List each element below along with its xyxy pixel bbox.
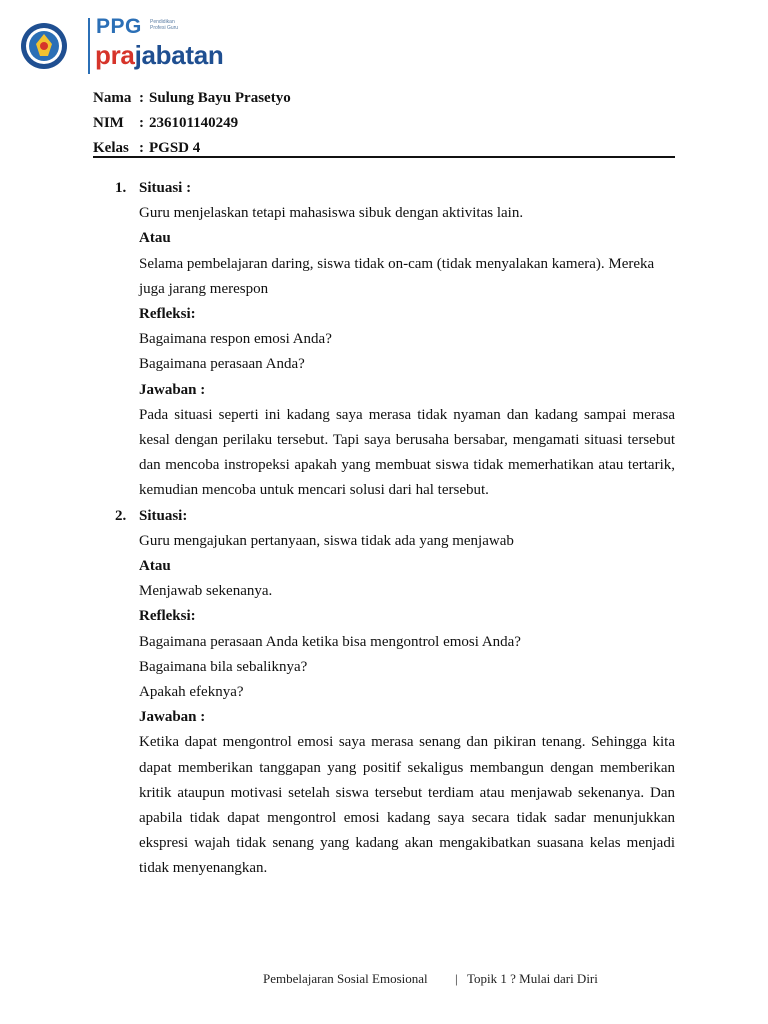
refleksi-label: Refleksi:: [139, 306, 196, 323]
identity-separator: :: [139, 115, 144, 131]
jawaban-label: Jawaban :: [139, 709, 206, 726]
situasi-text: Guru mengajukan pertanyaan, siswa tidak ada yang menjawab: [139, 532, 514, 549]
item-number: 1.: [115, 180, 127, 196]
logo-subtitle: Pendidikan Profesi Guru: [150, 19, 179, 31]
atau-text: Menjawab sekenanya.: [139, 583, 273, 600]
numbered-list: [115, 176, 675, 882]
identity-row-nama: [93, 86, 675, 111]
jawaban-label: Jawaban :: [139, 381, 206, 398]
identity-label: Kelas: [93, 140, 129, 156]
situasi-text: Guru menjelaskan tetapi mahasiswa sibuk dengan aktivitas lain.: [139, 205, 524, 222]
logo-prefix: pra: [95, 40, 135, 70]
refleksi-question: Apakah efeknya?: [139, 684, 244, 701]
footer-topic: Topik 1 ? Mulai dari Diri: [467, 971, 598, 986]
refleksi-label: Refleksi:: [139, 608, 196, 625]
university-seal-icon: [20, 22, 68, 70]
refleksi-question: Bagaimana bila sebaliknya?: [139, 658, 308, 675]
jawaban-text: Ketika dapat mengontrol emosi saya merasa senang dan pikiran tenang. Sehingga kita dapat memberikan tanggapan yang positif sekaligus membangun dengan memberikan kritik ataupun motivasi setelah siswa tersebut terdiam atau menjawab sekenanya. Dan apabila tidak dapat mengontrol emosi kadang saya secara tidak sadar menunjukkan ekspresi wajah tidak senang yang kadang akan mengakibatkan suasana kelas menjadi tidak menyenangkan.: [139, 734, 675, 877]
identity-label: NIM: [93, 115, 124, 131]
identity-separator: :: [139, 90, 144, 106]
ppg-prajabatan-logo: [18, 14, 224, 76]
atau-label: Atau: [139, 230, 171, 247]
identity-separator: :: [139, 140, 144, 156]
list-item: [115, 504, 675, 882]
atau-label: Atau: [139, 558, 171, 575]
atau-text: Selama pembelajaran daring, siswa tidak on-cam (tidak menyalakan kamera). Mereka juga jarang merespon: [139, 255, 655, 297]
refleksi-question: Bagaimana perasaan Anda?: [139, 356, 305, 373]
logo-prajabatan-text: [95, 40, 224, 70]
situasi-label: Situasi :: [139, 180, 192, 196]
header-rule: [93, 156, 675, 158]
logo-rest: jabatan: [134, 40, 224, 70]
identity-value: PGSD 4: [149, 140, 201, 156]
refleksi-question: Bagaimana respon emosi Anda?: [139, 331, 332, 348]
logo-ppg-text: PPG: [96, 15, 142, 38]
item-number: 2.: [115, 507, 127, 524]
situasi-label: Situasi:: [139, 507, 188, 524]
footer-separator: |: [455, 971, 458, 986]
identity-label: Nama: [93, 90, 132, 106]
refleksi-question: Bagaimana perasaan Anda ketika bisa mengontrol emosi Anda?: [139, 633, 521, 650]
list-item: [115, 176, 675, 504]
identity-value: Sulung Bayu Prasetyo: [149, 90, 291, 106]
identity-row-nim: [93, 111, 675, 136]
student-identity: [93, 86, 675, 161]
logo-divider: [88, 18, 90, 74]
identity-value: 236101140249: [149, 115, 239, 131]
jawaban-text: Pada situasi seperti ini kadang saya merasa tidak nyaman dan kadang sampai merasa kesal dengan perilaku tersebut. Tapi saya berusaha bersabar, mengamati situasi tersebut dan mencoba instropeksi apakah yang membuat siswa tidak memerhatikan atau tertarik, kemudian mencoba untuk mencari solusi dari hal tersebut.: [139, 406, 675, 499]
footer-course: Pembelajaran Sosial Emosional: [263, 971, 428, 986]
